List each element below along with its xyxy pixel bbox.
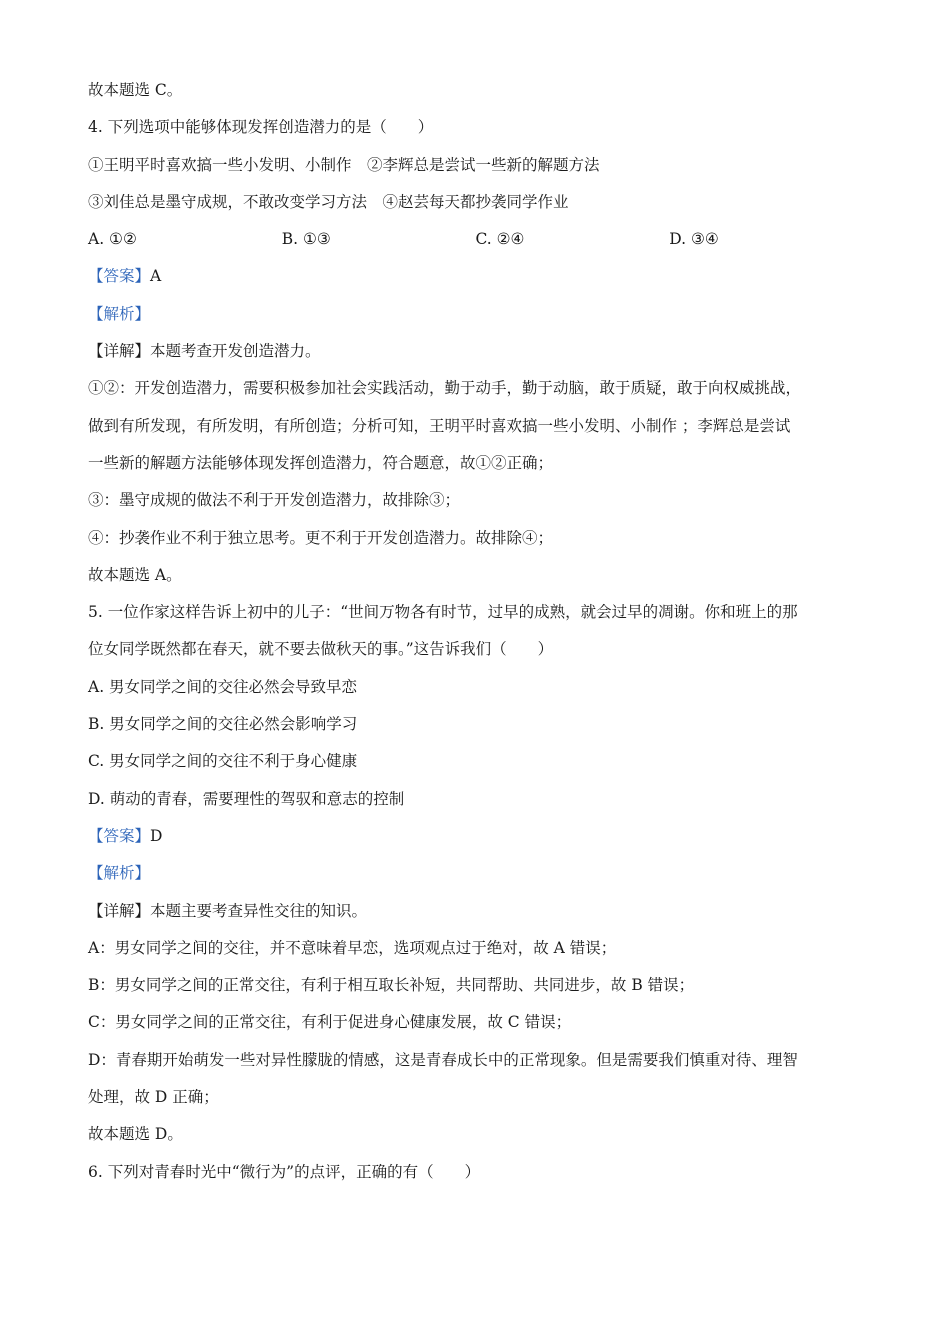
- q4-conclusion: 故本题选 A。: [88, 565, 182, 584]
- q5-option-b: B. 男女同学之间的交往必然会影响学习: [88, 715, 358, 734]
- q4-detail-line-1: ①②：开发创造潜力，需要积极参加社会实践活动，勤于动手，勤于动脑，敢于质疑，敢于向权威挑战，: [88, 379, 802, 398]
- q4-detail-line-2: 做到有所发现，有所发明，有所创造；分析可知，王明平时喜欢搞一些小发明、小制作 ；李辉总是尝试: [88, 416, 791, 435]
- answer-tag: 【答案】: [88, 267, 151, 286]
- q4-option-c: C. ②④: [475, 230, 525, 249]
- q4-detail-line-3: 一些新的解题方法能够体现发挥创造潜力，符合题意，故①②正确；: [88, 453, 554, 472]
- q4-options: [88, 221, 863, 258]
- q4-answer: [88, 258, 863, 295]
- answer-tag: 【答案】: [88, 826, 151, 845]
- q5-stem-line-2: 位女同学既然都在春天，就不要去做秋天的事。”这告诉我们（ ）: [88, 640, 554, 659]
- answer-value: A: [150, 267, 162, 286]
- q4-option-b: B. ①③: [281, 230, 331, 249]
- q5-option-d: D. 萌动的青春，需要理性的驾驭和意志的控制: [88, 789, 405, 808]
- q6-stem: 6. 下列对青春时光中“微行为”的点评，正确的有（ ）: [88, 1162, 481, 1181]
- q5-detail-d-line-2: 处理，故 D 正确；: [88, 1088, 219, 1107]
- q4-option-a: A. ①②: [88, 230, 137, 249]
- q4-detail-line-4: ③：墨守成规的做法不利于开发创造潜力，故排除③；: [88, 491, 461, 510]
- q4-detail-line-5: ④：抄袭作业不利于独立思考。更不利于开发创造潜力。故排除④；: [88, 528, 554, 547]
- q5-stem-line-1: 5. 一位作家这样告诉上初中的儿子：“世间万物各有时节，过早的成熟，就会过早的凋谢。你和班上的那: [88, 603, 798, 622]
- q5-conclusion: 故本题选 D。: [88, 1125, 183, 1144]
- q5-detail-c: C：男女同学之间的正常交往，有利于促进身心健康发展，故 C 错误；: [88, 1013, 572, 1032]
- q5-detail-d-line-1: D：青春期开始萌发一些对异性朦胧的情感，这是青春成长中的正常现象。但是需要我们慎重对待、理智: [88, 1050, 798, 1069]
- q4-analysis-tag: 【解析】: [88, 304, 151, 323]
- q4-stem: 4. 下列选项中能够体现发挥创造潜力的是（ ）: [88, 118, 434, 137]
- q5-answer: [88, 818, 863, 855]
- document-page: [88, 72, 863, 1191]
- q5-detail-intro: 【详解】本题主要考查异性交往的知识。: [88, 901, 368, 920]
- q5-detail-b: B：男女同学之间的正常交往，有利于相互取长补短，共同帮助、共同进步，故 B 错误；: [88, 976, 695, 995]
- answer-value: D: [150, 826, 163, 845]
- q4-detail-intro: 【详解】本题考查开发创造潜力。: [88, 342, 321, 361]
- q5-option-c: C. 男女同学之间的交往不利于身心健康: [88, 752, 358, 771]
- q5-option-a: A. 男女同学之间的交往必然会导致早恋: [88, 677, 358, 696]
- q5-analysis-tag: 【解析】: [88, 864, 151, 883]
- q3-conclusion: 故本题选 C。: [88, 81, 183, 99]
- q4-statements-1-2: ①王明平时喜欢搞一些小发明、小制作 ②李辉总是尝试一些新的解题方法: [88, 155, 600, 174]
- q4-option-d: D. ③④: [669, 230, 719, 249]
- q4-statements-3-4: ③刘佳总是墨守成规，不敢改变学习方法 ④赵芸每天都抄袭同学作业: [88, 192, 569, 211]
- q5-detail-a: A：男女同学之间的交往，并不意味着早恋，选项观点过于绝对，故 A 错误；: [88, 938, 617, 957]
